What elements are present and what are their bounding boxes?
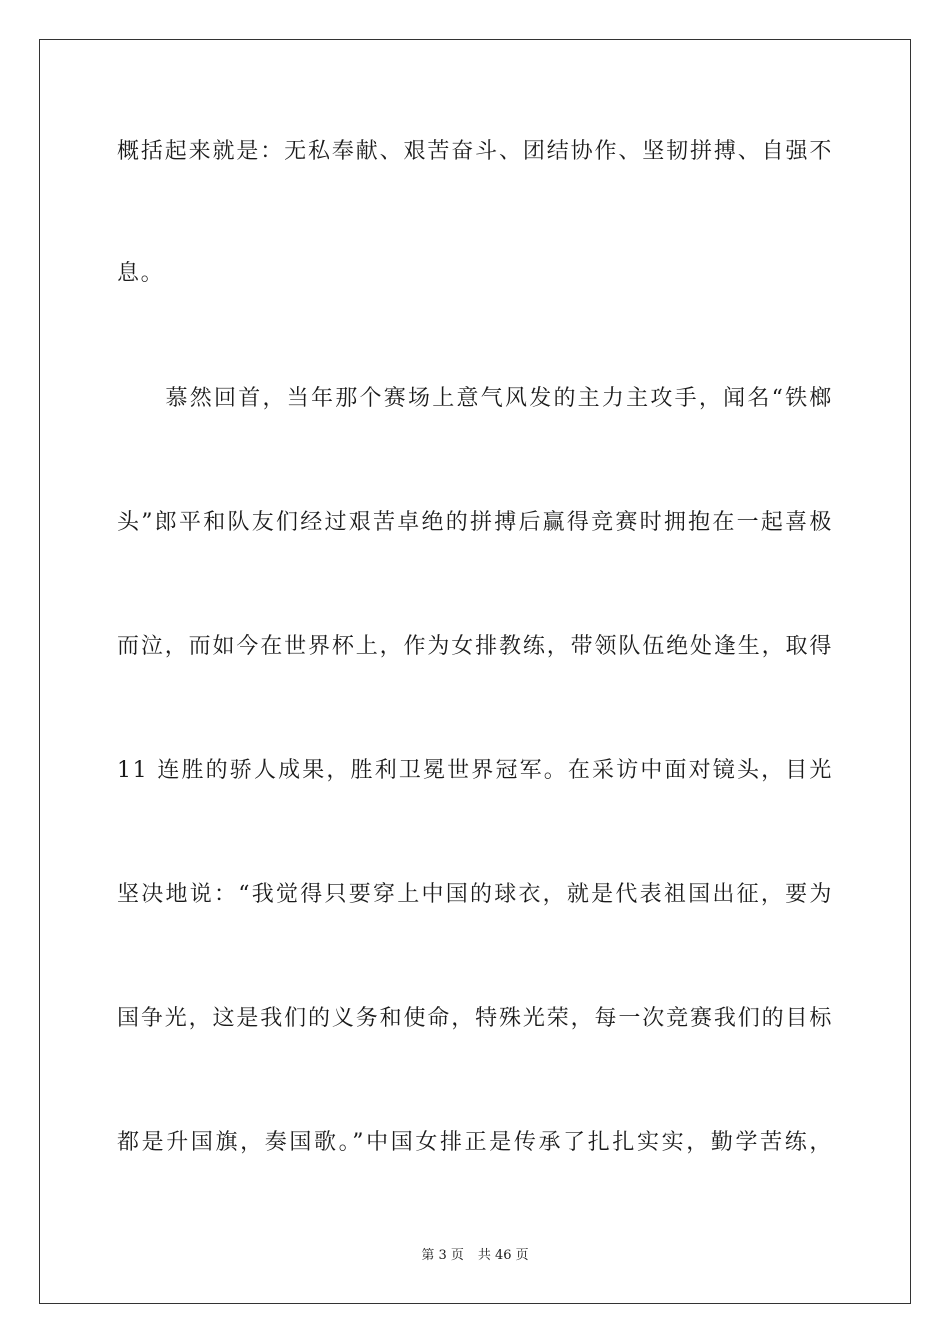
text-line-2: 息。 bbox=[117, 261, 165, 286]
text-line-6: 11 连胜的骄人成果，胜利卫冕世界冠军。在采访中面对镜头，目光 bbox=[117, 758, 833, 783]
text-line-7: 坚决地说：“我觉得只要穿上中国的球衣，就是代表祖国出征，要为 bbox=[117, 882, 833, 907]
text-line-1: 概括起来就是：无私奉献、艰苦奋斗、团结协作、坚韧拼搏、自强不 bbox=[117, 139, 833, 164]
text-line-8: 国争光，这是我们的义务和使命，特殊光荣，每一次竞赛我们的目标 bbox=[117, 1006, 833, 1031]
text-line-9: 都是升国旗，奏国歌。”中国女排正是传承了扎扎实实，勤学苦练， bbox=[117, 1130, 833, 1155]
text-line-4: 头”郎平和队友们经过艰苦卓绝的拼搏后赢得竞赛时拥抱在一起喜极 bbox=[117, 510, 833, 535]
text-line-5: 而泣，而如今在世界杯上，作为女排教练，带领队伍绝处逢生，取得 bbox=[117, 634, 833, 659]
text-line-3: 慕然回首，当年那个赛场上意气风发的主力主攻手，闻名“铁榔 bbox=[117, 386, 833, 411]
page-number: 第 3 页 bbox=[421, 1248, 464, 1263]
page-border bbox=[39, 39, 911, 1304]
page-footer bbox=[0, 1247, 950, 1265]
page-total: 共 46 页 bbox=[477, 1248, 529, 1263]
